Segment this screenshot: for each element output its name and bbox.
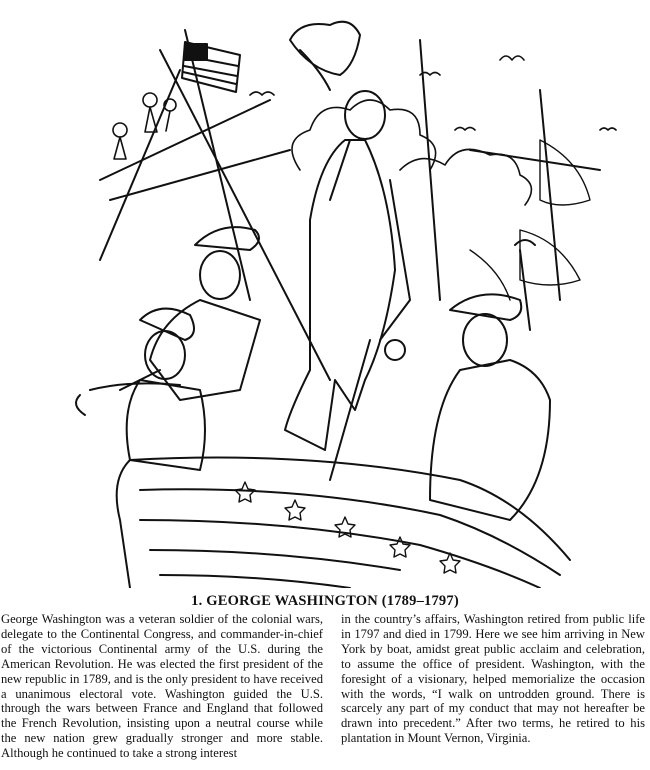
caption-title: 1. GEORGE WASHINGTON (1789–1797) bbox=[191, 593, 459, 609]
caption-column-left bbox=[1, 612, 323, 761]
boat-stars bbox=[235, 482, 460, 573]
american-flag bbox=[182, 42, 240, 92]
caption-body bbox=[0, 612, 650, 768]
washington-figure bbox=[285, 22, 410, 480]
clouds bbox=[292, 100, 531, 205]
caption-column-right bbox=[341, 612, 645, 746]
caption-paragraph-left: George Washington was a veteran soldier of the colonial wars, delegate to the Continental Congress, and commander-in-chief of the victorious Continental army of the U.S. during the American Revolution. He was elected the first president of the new republic in 1789, and is the only president to have received a unanimous electoral vote. Washington guided the U.S. through the wars between France and England that followed the French Revolution, insisting upon a neutral course while the new nation grew gradually stronger and more stable. Although he continued to take a strong interest bbox=[1, 612, 323, 761]
seagulls bbox=[250, 56, 616, 130]
caption-paragraph-right: in the country’s affairs, Washington retired from public life in 1797 and died in 1799. Here we see him arriving in New York by boat, amidst great public acclaim and celebration, to assume the office of president. Washington, with the foresight of a visionary, helped memorialize the occasion with the words, “I walk on untrodden ground. There is scarcely any part of my conduct that may not hereafter be drawn into precedent.” After two terms, he retired to his plantation in Mount Vernon, Virginia. bbox=[341, 612, 645, 746]
rowboat bbox=[117, 458, 570, 589]
distant-sails bbox=[470, 140, 590, 300]
ship-figurehead bbox=[76, 309, 205, 470]
